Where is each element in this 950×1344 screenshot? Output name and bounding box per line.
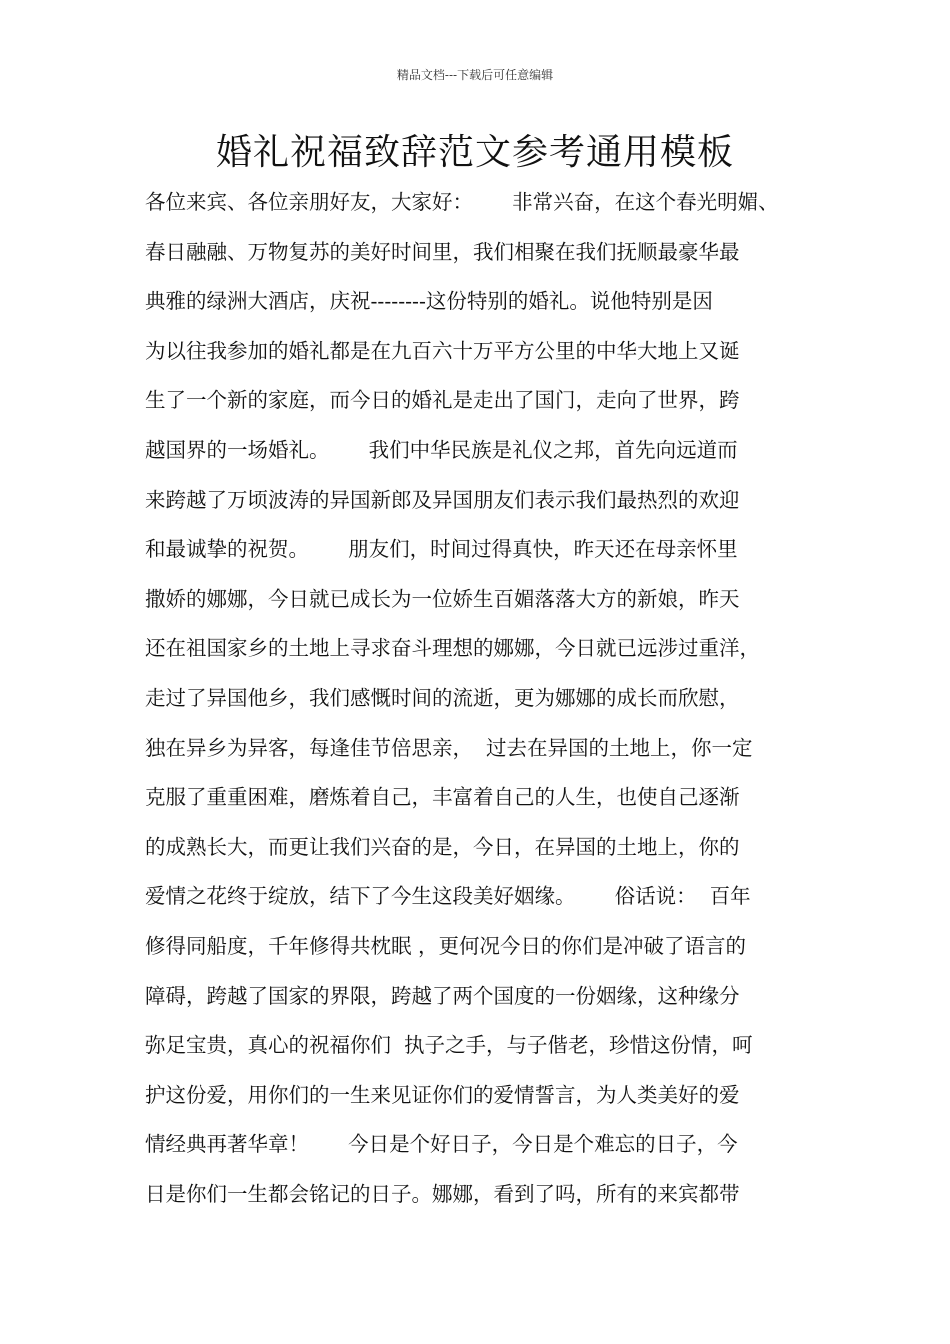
body-line: 障碍，跨越了国家的界限，跨越了两个国度的一份姻缘，这种缘分 xyxy=(145,983,740,1008)
body-line: 的成熟长大，而更让我们兴奋的是，今日，在异国的土地上，你的 xyxy=(145,834,740,859)
body-line: 修得同船度，千年修得共枕眠 ，更何况今日的你们是冲破了语言的 xyxy=(145,933,747,958)
page-header: 精品文档---下载后可任意编辑 xyxy=(396,68,554,82)
body-line: 还在祖国家乡的土地上寻求奋斗理想的娜娜，今日就已远涉过重洋， xyxy=(145,636,760,661)
document-body xyxy=(145,178,835,1219)
body-line: 走过了异国他乡，我们感慨时间的流逝，更为娜娜的成长而欣慰， xyxy=(145,685,740,710)
body-line: 护这份爱，用你们的一生来见证你们的爱情誓言，为人类美好的爱 xyxy=(145,1082,740,1107)
body-line: 弥足宝贵，真心的祝福你们 执子之手，与子偕老，珍惜这份情，呵 xyxy=(145,1033,753,1058)
body-line: 各位来宾、各位亲朋好友，大家好： 非常兴奋，在这个春光明媚、 xyxy=(145,190,779,214)
body-line: 情经典再著华章！ 今日是个好日子，今日是个难忘的日子，今 xyxy=(145,1132,738,1157)
body-line: 为以往我参加的婚礼都是在九百六十万平方公里的中华大地上又诞 xyxy=(145,338,740,363)
body-line: 克服了重重困难，磨炼着自己，丰富着自己的人生，也使自己逐渐 xyxy=(145,785,740,810)
body-line: 生了一个新的家庭，而今日的婚礼是走出了国门，走向了世界，跨 xyxy=(145,388,740,413)
body-line: 越国界的一场婚礼。 我们中华民族是礼仪之邦，首先向远道而 xyxy=(145,437,738,462)
body-line: 和最诚挚的祝贺。 朋友们，时间过得真快，昨天还在母亲怀里 xyxy=(145,537,738,562)
body-line: 日是你们一生都会铭记的日子。娜娜，看到了吗，所有的来宾都带 xyxy=(145,1181,740,1206)
body-line: 撒娇的娜娜，今日就已成长为一位娇生百媚落落大方的新娘，昨天 xyxy=(145,586,740,611)
body-line: 独在异乡为异客，每逢佳节倍思亲， 过去在异国的土地上，你一定 xyxy=(145,735,753,760)
document-title: 婚礼祝福致辞范文参考通用模板 xyxy=(215,132,734,173)
body-line: 典雅的绿洲大酒店，庆祝--------这份特别的婚礼。说他特别是因 xyxy=(145,289,713,314)
body-line: 爱情之花终于绽放，结下了今生这段美好姻缘。 俗话说： 百年 xyxy=(145,884,751,909)
body-line: 来跨越了万顷波涛的异国新郎及异国朋友们表示我们最热烈的欢迎 xyxy=(145,487,740,512)
body-line: 春日融融、万物复苏的美好时间里，我们相聚在我们抚顺最豪华最 xyxy=(145,239,740,264)
